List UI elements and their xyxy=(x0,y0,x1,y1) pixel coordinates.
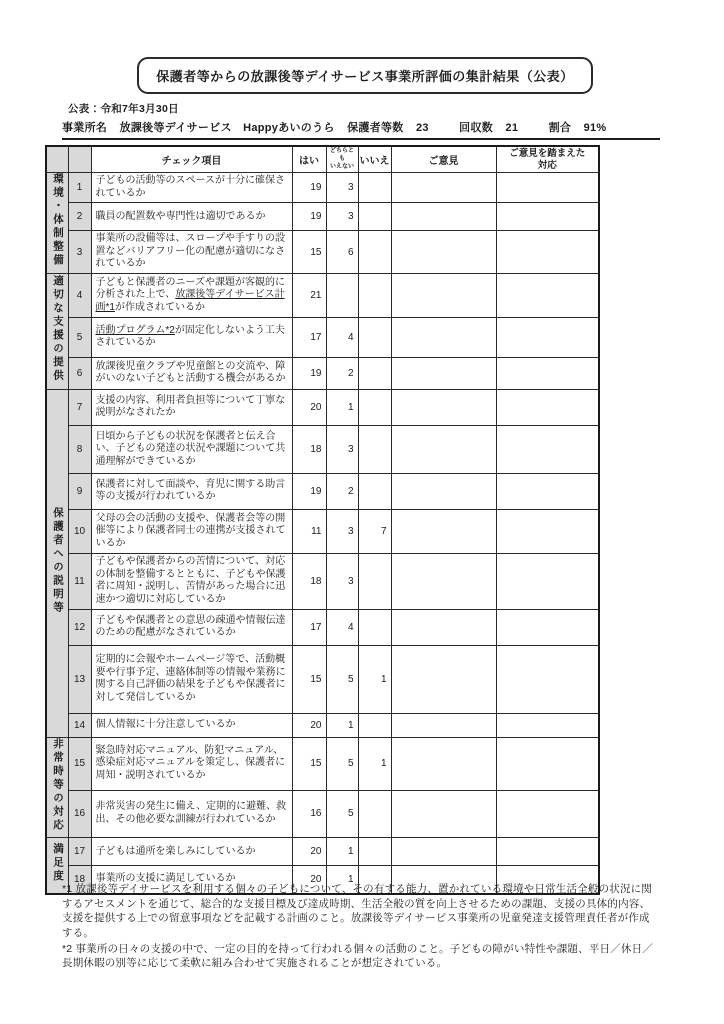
table-row xyxy=(46,737,599,790)
response-cell xyxy=(496,203,599,231)
item-text-part: 職員の配置数や専門性は適切であるか xyxy=(95,210,266,222)
comment-cell xyxy=(391,473,496,509)
footnote-2: *2 事業所の日々の支援の中で、一定の目的を持って行われる個々の活動のこと。子どもの障がい特性や課題、平日／休日／長期休暇の別等に応じて柔軟に組み合わせて実施されることが想定されている。 xyxy=(62,942,654,970)
response-cell xyxy=(496,425,599,473)
category-label: 保護者への説明等 xyxy=(52,506,65,615)
response-cell xyxy=(496,473,599,509)
no-count xyxy=(358,838,391,866)
neutral-count xyxy=(326,273,358,317)
no-count: 1 xyxy=(358,645,391,713)
table-row xyxy=(46,357,599,389)
neutral-count: 1 xyxy=(326,713,358,737)
neutral-count: 2 xyxy=(326,357,358,389)
yes-count: 19 xyxy=(292,357,326,389)
table-row xyxy=(46,173,599,203)
table-row xyxy=(46,609,599,645)
office-info-line xyxy=(62,119,660,140)
item-text-part: 事業所の設備等は、スロープや手すりの設置などバリアフリー化の配慮が適切になされているか xyxy=(95,233,286,270)
category-label: 非常時等の対応 xyxy=(52,737,65,833)
yes-count: 21 xyxy=(292,273,326,317)
response-cell xyxy=(496,838,599,866)
row-number: 11 xyxy=(68,553,91,609)
yes-count: 18 xyxy=(292,425,326,473)
row-number: 14 xyxy=(68,713,91,737)
item-text-part: 子どもと保護者のニーズや課題が客観的に分析された上で、 xyxy=(95,276,285,301)
footnote-1: *1 放課後等デイサービスを利用する個々の子どもについて、その有する能力、置かれている環境や日常生活全般の状況に関するアセスメントを通じて、総合的な支援目標及び達成時期、生活全般の質を向上させるための課題、支援の具体的内容、支援を提供する上での留意事項などを記載する計画のこと。放課後等デイサービス事業所の児童発達支援管理責任者が作成する。 xyxy=(62,883,653,940)
parents-count-value: 23 xyxy=(415,122,429,134)
yes-count: 18 xyxy=(292,553,326,609)
yes-count: 15 xyxy=(292,737,326,790)
category-cell xyxy=(46,273,68,389)
table-header-row xyxy=(46,146,599,173)
response-cell xyxy=(496,737,599,790)
item-text-part: 個人情報に十分注意しているか xyxy=(95,719,236,731)
row-number: 13 xyxy=(68,645,91,713)
collected-count-label: 回収数 xyxy=(459,122,494,134)
yes-count: 20 xyxy=(292,713,326,737)
no-count xyxy=(358,357,391,389)
header-response-line1: ご意見を踏まえた xyxy=(509,148,586,160)
yes-count: 16 xyxy=(292,790,326,838)
response-cell xyxy=(496,713,599,737)
neutral-count: 6 xyxy=(326,231,358,274)
category-label: 環境・体制整備 xyxy=(52,173,65,268)
header-yes: はい xyxy=(292,146,326,173)
no-count xyxy=(358,790,391,838)
header-number-corner xyxy=(68,146,91,173)
yes-count: 19 xyxy=(292,173,326,203)
comment-cell xyxy=(391,790,496,838)
table-row xyxy=(46,790,599,838)
comment-cell xyxy=(391,317,496,357)
header-neutral-line2: いえない xyxy=(329,163,354,170)
neutral-count: 5 xyxy=(326,645,358,713)
category-cell xyxy=(46,389,68,737)
check-item-text xyxy=(91,203,292,231)
table-row xyxy=(46,425,599,473)
check-item-text xyxy=(91,231,292,274)
no-count xyxy=(358,231,391,274)
table-row xyxy=(46,838,599,866)
neutral-count: 1 xyxy=(326,389,358,425)
yes-count: 20 xyxy=(292,389,326,425)
neutral-count: 5 xyxy=(326,790,358,838)
check-item-text xyxy=(91,509,292,553)
office-name-value: 放課後等デイサービス Happyあいのうら xyxy=(119,122,335,134)
no-count xyxy=(358,473,391,509)
neutral-count: 3 xyxy=(326,509,358,553)
comment-cell xyxy=(391,737,496,790)
underlined-term: 活動プログラム*2 xyxy=(95,324,175,336)
table-row xyxy=(46,203,599,231)
neutral-count: 2 xyxy=(326,473,358,509)
yes-count: 19 xyxy=(292,203,326,231)
comment-cell xyxy=(391,357,496,389)
comment-cell xyxy=(391,609,496,645)
check-item-text xyxy=(91,713,292,737)
yes-count: 15 xyxy=(292,645,326,713)
check-item-text xyxy=(91,838,292,866)
row-number: 5 xyxy=(68,317,91,357)
comment-cell xyxy=(391,645,496,713)
response-cell xyxy=(496,357,599,389)
category-cell xyxy=(46,173,68,274)
row-number: 17 xyxy=(68,838,91,866)
item-text-part: 放課後児童クラブや児童館との交流や、障がいのない子どもと活動する機会があるか xyxy=(95,360,286,385)
comment-cell xyxy=(391,425,496,473)
item-text-part: 子どもや保護者からの苦情について、対応の体制を整備するとともに、子どもや保護者に周知・説明し、苦情があった場合に迅速かつ適切に対応しているか xyxy=(95,556,286,605)
category-label: 満足度 xyxy=(52,842,65,884)
title-box xyxy=(137,57,593,94)
item-text-part: 日頃から子どもの状況を保護者と伝え合い、子どもの発達の状況や課題について共通理解ができているか xyxy=(95,430,286,467)
check-item-text xyxy=(91,273,292,317)
no-count xyxy=(358,553,391,609)
response-cell xyxy=(496,509,599,553)
table-row xyxy=(46,713,599,737)
rate-value: 91% xyxy=(583,122,607,134)
neutral-count: 5 xyxy=(326,737,358,790)
no-count xyxy=(358,609,391,645)
row-number: 7 xyxy=(68,389,91,425)
item-text-part: 子どもの活動等のスペースが十分に確保されているか xyxy=(95,175,285,199)
table-row xyxy=(46,645,599,713)
no-count xyxy=(358,203,391,231)
item-text-part: 非常災害の発生に備え、定期的に避難、救出、その他必要な訓練が行われているか xyxy=(95,801,287,825)
item-text-part: 子どもは通所を楽しみにしているか xyxy=(95,845,256,857)
neutral-count: 3 xyxy=(326,203,358,231)
yes-count: 15 xyxy=(292,231,326,274)
table-row xyxy=(46,317,599,357)
header-response xyxy=(496,146,599,173)
underlined-term: 放課後等デイサービス計画*1 xyxy=(95,289,285,313)
comment-cell xyxy=(391,509,496,553)
neutral-count: 4 xyxy=(326,317,358,357)
header-neutral xyxy=(326,146,358,173)
survey-table-body xyxy=(46,173,599,894)
check-item-text xyxy=(91,473,292,509)
comment-cell xyxy=(391,203,496,231)
response-cell xyxy=(496,273,599,317)
no-count xyxy=(358,425,391,473)
no-count: 7 xyxy=(358,509,391,553)
table-row xyxy=(46,231,599,274)
item-text-part: 子どもや保護者との意思の疎通や情報伝達のための配慮がなされているか xyxy=(95,614,286,639)
row-number: 3 xyxy=(68,231,91,274)
check-item-text xyxy=(91,553,292,609)
no-count xyxy=(358,317,391,357)
parents-count-label: 保護者等数 xyxy=(347,122,404,134)
check-item-text xyxy=(91,790,292,838)
collected-count-value: 21 xyxy=(505,122,519,134)
table-row xyxy=(46,389,599,425)
response-cell xyxy=(496,231,599,274)
response-cell xyxy=(496,645,599,713)
item-text-part: 保護者に対して面談や、育児に関する助言等の支援が行われているか xyxy=(95,478,286,503)
survey-table xyxy=(45,145,600,895)
neutral-count: 3 xyxy=(326,553,358,609)
no-count xyxy=(358,713,391,737)
no-count xyxy=(358,273,391,317)
row-number: 6 xyxy=(68,357,91,389)
table-row xyxy=(46,509,599,553)
item-text-part: 事業所の支援に満足しているか xyxy=(95,873,236,885)
yes-count: 17 xyxy=(292,317,326,357)
check-item-text xyxy=(91,317,292,357)
comment-cell xyxy=(391,553,496,609)
row-number: 12 xyxy=(68,609,91,645)
category-label: 適切な支援の提供 xyxy=(52,274,65,383)
yes-count: 20 xyxy=(292,866,326,894)
no-count xyxy=(358,389,391,425)
item-text-part: が作成されているか xyxy=(114,301,205,313)
response-cell xyxy=(496,389,599,425)
check-item-text xyxy=(91,737,292,790)
response-cell xyxy=(496,790,599,838)
row-number: 10 xyxy=(68,509,91,553)
header-response-line2: 対応 xyxy=(537,159,557,171)
check-item-text xyxy=(91,389,292,425)
neutral-count: 3 xyxy=(326,173,358,203)
row-number: 9 xyxy=(68,473,91,509)
comment-cell xyxy=(391,173,496,203)
check-item-text xyxy=(91,609,292,645)
response-cell xyxy=(496,173,599,203)
header-check-item: チェック項目 xyxy=(91,146,292,173)
publish-date: 公表：令和7年3月30日 xyxy=(68,103,179,115)
yes-count: 17 xyxy=(292,609,326,645)
neutral-count: 3 xyxy=(326,425,358,473)
page-title: 保護者等からの放課後等デイサービス事業所評価の集計結果（公表） xyxy=(156,69,574,84)
row-number: 2 xyxy=(68,203,91,231)
row-number: 18 xyxy=(68,866,91,894)
check-item-text xyxy=(91,173,292,203)
response-cell xyxy=(496,609,599,645)
item-text-part: 父母の会の活動の支援や、保護者会等の開催等により保護者同士の連携が支援されているか xyxy=(95,512,286,549)
comment-cell xyxy=(391,273,496,317)
item-text-part: が固定化しないよう工夫されているか xyxy=(95,324,285,349)
no-count: 1 xyxy=(358,737,391,790)
row-number: 1 xyxy=(68,173,91,203)
header-comment: ご意見 xyxy=(391,146,496,173)
check-item-text xyxy=(91,425,292,473)
row-number: 15 xyxy=(68,737,91,790)
yes-count: 11 xyxy=(292,509,326,553)
check-item-text xyxy=(91,357,292,389)
no-count xyxy=(358,173,391,203)
table-row xyxy=(46,273,599,317)
response-cell xyxy=(496,553,599,609)
footnotes xyxy=(62,882,654,972)
comment-cell xyxy=(391,389,496,425)
office-name-label: 事業所名 xyxy=(62,122,108,134)
neutral-count: 1 xyxy=(326,866,358,894)
header-neutral-line1: どちらとも xyxy=(329,148,354,162)
item-text-part: 定期的に会報やホームページ等で、活動概要や行事予定、連絡体制等の情報や業務に関する自己評価の結果を子どもや保護者に対して発信しているか xyxy=(95,654,286,703)
category-cell xyxy=(46,737,68,838)
item-text-part: 支援の内容、利用者負担等について丁寧な説明がなされたか xyxy=(95,394,286,419)
yes-count: 19 xyxy=(292,473,326,509)
yes-count: 20 xyxy=(292,838,326,866)
comment-cell xyxy=(391,231,496,274)
item-text-part: 緊急時対応マニュアル、防犯マニュアル、感染症対応マニュアルを策定し、保護者に周知・説明されているか xyxy=(95,744,286,781)
row-number: 4 xyxy=(68,273,91,317)
header-no: いいえ xyxy=(358,146,391,173)
header-category-corner xyxy=(46,146,68,173)
table-row xyxy=(46,473,599,509)
row-number: 16 xyxy=(68,790,91,838)
response-cell xyxy=(496,317,599,357)
neutral-count: 4 xyxy=(326,609,358,645)
table-row xyxy=(46,553,599,609)
rate-label: 割合 xyxy=(548,122,572,134)
comment-cell xyxy=(391,713,496,737)
row-number: 8 xyxy=(68,425,91,473)
check-item-text xyxy=(91,645,292,713)
neutral-count: 1 xyxy=(326,838,358,866)
comment-cell xyxy=(391,838,496,866)
